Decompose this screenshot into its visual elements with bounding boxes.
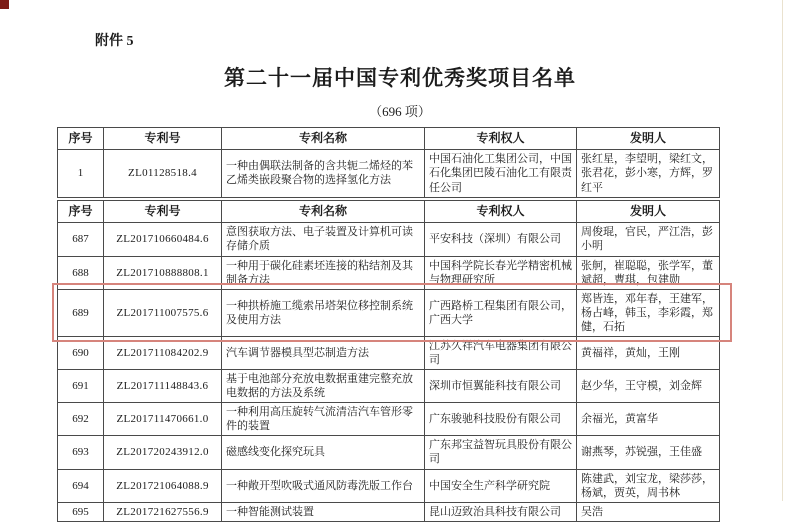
- cell-patent-name: 磁感线变化探究玩具: [222, 436, 425, 469]
- table-row: [58, 289, 720, 336]
- cell-inventors: 郑皆连，邓年春，王建军，杨占峰，韩玉，李彩霞，郑健，石拓: [577, 289, 720, 336]
- cell-serial: 687: [58, 223, 104, 256]
- column-header: 专利名称: [222, 128, 425, 150]
- cell-patent-no: ZL201720243912.0: [104, 436, 222, 469]
- table-row: [58, 502, 720, 521]
- table-header-row: [58, 201, 720, 223]
- cell-patent-name: 一种由偶联法制备的含共轭二烯烃的苯乙烯类嵌段聚合物的选择氢化方法: [222, 150, 425, 197]
- cell-inventors: 张舸，崔聪聪，张学军，董斌超，曹琪，包建勋: [577, 256, 720, 289]
- cell-inventors: 周俊琨，官民，严江浩，彭小明: [577, 223, 720, 256]
- cell-serial: 691: [58, 370, 104, 403]
- cell-patent-name: 一种敞开型吹吸式通风防毒洗版工作台: [222, 469, 425, 502]
- cell-patent-name: 一种用于碳化硅素坯连接的粘结剂及其制备方法: [222, 256, 425, 289]
- cell-inventors: 张红星，李望明，梁红文，张君花，彭小寒，方辉，罗红平: [577, 150, 720, 197]
- table-row: [58, 336, 720, 369]
- cell-patent-name: 意图获取方法、电子装置及计算机可读存储介质: [222, 223, 425, 256]
- table-row: [58, 223, 720, 256]
- column-header: 专利名称: [222, 201, 425, 223]
- cell-patent-no: ZL201721627556.9: [104, 502, 222, 521]
- cell-patent-no: ZL201711007575.6: [104, 289, 222, 336]
- cell-patent-name: 一种利用高压旋转气流清洁汽车管形零件的装置: [222, 403, 425, 436]
- cell-serial: 690: [58, 336, 104, 369]
- column-header: 发明人: [577, 201, 720, 223]
- cell-inventors: 黄福祥，黄灿，王刚: [577, 336, 720, 369]
- cell-serial: 688: [58, 256, 104, 289]
- cell-patentee: 广东骏驰科技股份有限公司: [425, 403, 577, 436]
- cell-patentee: 昆山迈致治具科技有限公司: [425, 502, 577, 521]
- table-row: [58, 436, 720, 469]
- table-row: [58, 256, 720, 289]
- cell-patentee: 江苏久祥汽车电器集团有限公司: [425, 336, 577, 369]
- corner-marker: [0, 0, 9, 9]
- cell-inventors: 陈建武，刘宝龙，梁莎莎，杨斌，贾英，周书林: [577, 469, 720, 502]
- cell-serial: 689: [58, 289, 104, 336]
- column-header: 专利号: [104, 201, 222, 223]
- cell-serial: 695: [58, 502, 104, 521]
- cell-patentee: 中国安全生产科学研究院: [425, 469, 577, 502]
- cell-inventors: 余福光，黄富华: [577, 403, 720, 436]
- cell-patentee: 广东邦宝益智玩具股份有限公司: [425, 436, 577, 469]
- cell-inventors: 谢燕琴，苏锐强，王佳盛: [577, 436, 720, 469]
- cell-patent-no: ZL201721064088.9: [104, 469, 222, 502]
- column-header: 序号: [58, 201, 104, 223]
- cell-patent-no: ZL201711148843.6: [104, 370, 222, 403]
- cell-patentee: 中国石油化工集团公司，中国石化集团巴陵石油化工有限责任公司: [425, 150, 577, 197]
- column-header: 专利号: [104, 128, 222, 150]
- page-subtitle: （696 项）: [369, 104, 431, 119]
- cell-serial: 1: [58, 150, 104, 197]
- column-header: 发明人: [577, 128, 720, 150]
- table-row: [58, 403, 720, 436]
- patent-table-first: [57, 127, 720, 198]
- cell-patent-name: 基于电池部分充放电数据重建完整充放电数据的方法及系统: [222, 370, 425, 403]
- cell-inventors: 吴浩: [577, 502, 720, 521]
- cell-serial: 692: [58, 403, 104, 436]
- cell-patent-name: 一种拱桥施工缆索吊塔架位移控制系统及使用方法: [222, 289, 425, 336]
- table-row: [58, 370, 720, 403]
- cell-patent-name: 汽车调节器模具型芯制造方法: [222, 336, 425, 369]
- cell-patent-no: ZL201711084202.9: [104, 336, 222, 369]
- cell-patent-no: ZL201711470661.0: [104, 403, 222, 436]
- page-title: 第二十一届中国专利优秀奖项目名单: [224, 66, 576, 90]
- cell-serial: 693: [58, 436, 104, 469]
- cell-inventors: 赵少华，王守模，刘金辉: [577, 370, 720, 403]
- cell-patent-name: 一种智能测试装置: [222, 502, 425, 521]
- cell-patent-no: ZL201710888808.1: [104, 256, 222, 289]
- cell-serial: 694: [58, 469, 104, 502]
- column-header: 专利权人: [425, 201, 577, 223]
- cell-patent-no: ZL201710660484.6: [104, 223, 222, 256]
- table-header-row: [58, 128, 720, 150]
- table-row: [58, 469, 720, 502]
- patent-table-main: [57, 200, 720, 522]
- cell-patentee: 广西路桥工程集团有限公司，广西大学: [425, 289, 577, 336]
- cell-patentee: 平安科技（深圳）有限公司: [425, 223, 577, 256]
- cell-patent-no: ZL01128518.4: [104, 150, 222, 197]
- column-header: 专利权人: [425, 128, 577, 150]
- table-row: [58, 150, 720, 197]
- cell-patentee: 深圳市恒翼能科技有限公司: [425, 370, 577, 403]
- attachment-label: 附件 5: [95, 34, 134, 49]
- cell-patentee: 中国科学院长春光学精密机械与物理研究所: [425, 256, 577, 289]
- column-header: 序号: [58, 128, 104, 150]
